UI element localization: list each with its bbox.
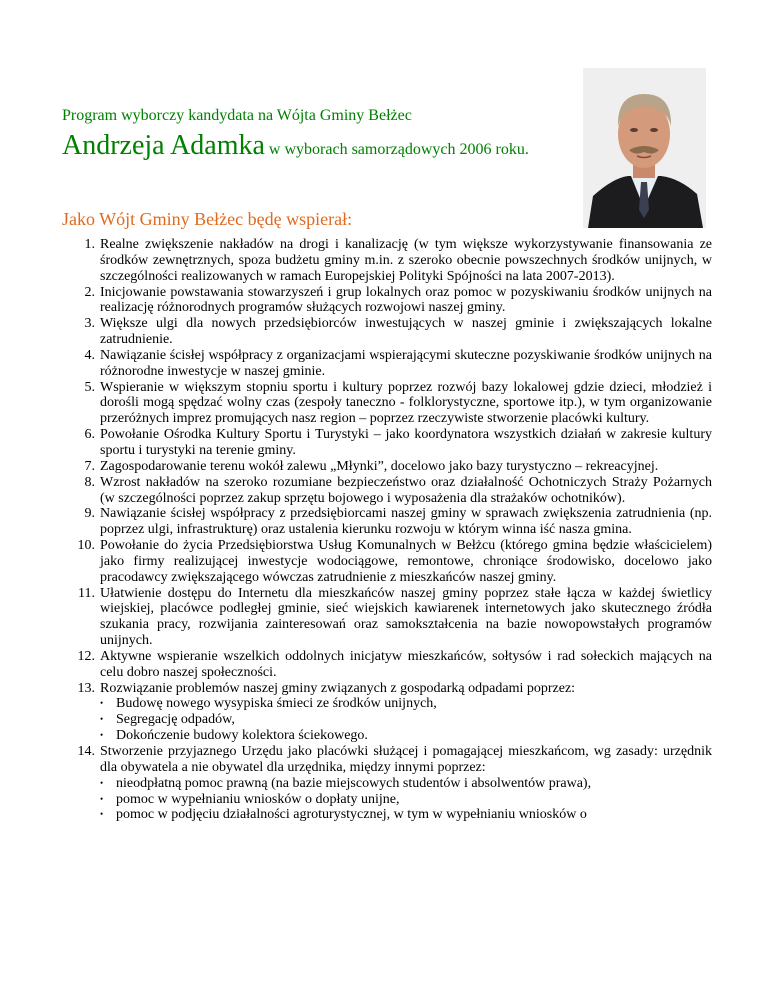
bullet-list: [100, 696, 712, 744]
bullet-icon: •: [100, 809, 104, 820]
bullet-text: Budowę nowego wysypiska śmieci ze środków unijnych,: [116, 696, 437, 712]
program-subtitle: Program wyborczy kandydata na Wójta Gminy Bełżec: [62, 107, 412, 124]
item-text: Wzrost nakładów na szeroko rozumiane bezpieczeństwo oraz działalność Ochotniczych Straży Pożarnych (w szczególności poprzez zakup sprzętu bojowego i wyposażenia dla strażaków ochotników).: [100, 474, 712, 506]
item-text: Powołanie do życia Przedsiębiorstwa Usług Komunalnych w Bełżcu (którego gmina będzie właścicielem) jako firmy realizującej inwestycje wodociągowe, remontowe, chroniące środowisko, docelowo jako pracodawcy zwiększającego wówczas zatrudnienie z mieszkańców naszej gminy.: [100, 538, 712, 585]
item-body: [100, 586, 712, 649]
header: [62, 106, 582, 164]
candidate-photo: [583, 68, 706, 228]
bullet-text: nieodpłatną pomoc prawną (na bazie miejscowych studentów i absolwentów prawa),: [116, 775, 592, 791]
bullet-icon: •: [100, 698, 104, 709]
item-number: 8.: [84, 474, 95, 490]
item-text: Większe ulgi dla nowych przedsiębiorców inwestujących w naszej gminie i zwiększających lokalne zatrudnienie.: [100, 316, 712, 348]
program-item: [62, 744, 712, 823]
program-item: [62, 538, 712, 586]
program-item: [62, 285, 712, 317]
item-body: [100, 459, 712, 475]
bullet-text: Segregację odpadów,: [116, 712, 235, 728]
item-number: 14.: [77, 744, 95, 759]
item-body: [100, 427, 712, 459]
item-text: Nawiązanie ścisłej współpracy z przedsiębiorcami naszej gminy w sprawach zwiększenia zatrudnienia (np. poprzez ulgi, infrastrukturę) oraz ustalenia kierunku rozwoju w którym winna iść nasza gmina.: [100, 506, 712, 538]
program-item: [62, 427, 712, 459]
item-text: Inicjowanie powstawania stowarzyszeń i grup lokalnych oraz pomoc w pozyskiwaniu środków unijnych na realizację różnorodnych programów służących rozwojowi naszej gminy.: [100, 284, 712, 316]
program-item: [62, 681, 712, 744]
item-body: [100, 538, 712, 586]
program-item: [62, 475, 712, 507]
program-item: [62, 459, 712, 475]
item-number: 9.: [84, 506, 95, 522]
portrait-image: [583, 68, 706, 228]
bullet-item: [100, 712, 712, 728]
item-number: 5.: [84, 379, 95, 395]
bullet-item: [100, 696, 712, 712]
section-heading: Jako Wójt Gminy Bełżec będę wspierał:: [62, 209, 353, 229]
item-number: 10.: [77, 538, 95, 554]
bullet-list: [100, 776, 712, 824]
item-text: Zagospodarowanie terenu wokół zalewu „Młynki”, docelowo jako bazy turystyczno – rekreacyjnej.: [100, 458, 659, 474]
bullet-icon: •: [100, 793, 104, 804]
item-body: [100, 475, 712, 507]
bullet-item: [100, 807, 712, 823]
item-text: Aktywne wspieranie wszelkich oddolnych inicjatyw mieszkańców, sołtysów i rad sołeckich mających na celu dobro naszej społeczności.: [100, 648, 712, 680]
item-number: 1.: [84, 237, 95, 252]
item-number: 11.: [78, 585, 95, 601]
item-number: 6.: [84, 427, 95, 443]
bullet-icon: •: [100, 714, 104, 725]
item-text: Rozwiązanie problemów naszej gminy związanych z gospodarką odpadami poprzez:: [100, 680, 576, 696]
item-text: Wspieranie w większym stopniu sportu i kultury poprzez rozwój bazy lokalowej gdzie dzieci, młodzież i dorośli mogą spędzać wolny czas (zespoły taneczno - folklorystyczne, sportowe itp.), w tym organizowanie przeróżnych imprez promujących nasz region – poprzez rzeczywiste stworzenie placówki kultury.: [100, 379, 712, 427]
bullet-text: pomoc w podjęciu działalności agroturystycznej, w tym w wypełnianiu wniosków o: [116, 807, 587, 823]
bullet-icon: •: [100, 730, 104, 741]
bullet-icon: •: [100, 777, 104, 788]
item-number: 13.: [77, 680, 95, 696]
item-text: Powołanie Ośrodka Kultury Sportu i Turystyki – jako koordynatora wszystkich działań w zakresie kultury sportu i turystyki na terenie gminy.: [100, 427, 712, 458]
program-item: [62, 316, 712, 348]
item-body: [100, 348, 712, 380]
item-number: 7.: [84, 458, 95, 474]
candidate-name: Andrzeja Adamka: [62, 130, 265, 161]
program-item: [62, 237, 712, 285]
bullet-item: [100, 776, 712, 792]
program-item: [62, 649, 712, 681]
item-body: [100, 681, 712, 744]
program-list: [62, 237, 712, 823]
item-number: 12.: [77, 648, 95, 664]
item-number: 3.: [84, 316, 95, 332]
election-title: w wyborach samorządowych 2006 roku.: [268, 141, 529, 158]
item-body: [100, 744, 712, 823]
program-item: [62, 586, 712, 649]
item-text: Realne zwiększenie nakładów na drogi i kanalizację (w tym większe wykorzystywanie finansowania ze środków zewnętrznych, spoza budżetu gminy m.in. z szeroko obecnie powszechnych środków unijnych, w szczególności realizowanych w ramach Europejskiej Polityki Spójności na lata 2007-2013).: [100, 237, 712, 284]
item-body: [100, 316, 712, 348]
item-body: [100, 237, 712, 285]
bullet-item: [100, 728, 712, 744]
program-item: [62, 348, 712, 380]
bullet-item: [100, 792, 712, 808]
item-number: 4.: [84, 347, 95, 363]
bullet-text: pomoc w wypełnianiu wniosków o dopłaty unijne,: [116, 791, 400, 807]
bullet-text: Dokończenie budowy kolektora ściekowego.: [116, 728, 368, 744]
candidate-title-line: [62, 132, 582, 164]
item-body: [100, 506, 712, 538]
item-body: [100, 285, 712, 317]
item-body: [100, 380, 712, 428]
item-text: Stworzenie przyjaznego Urzędu jako placówki służącej i pomagającej mieszkańcom, wg zasady: urzędnik dla obywatela a nie obywatel dla urzędnika, między innymi poprzez:: [100, 744, 712, 775]
program-item: [62, 380, 712, 428]
item-number: 2.: [84, 284, 95, 300]
program-item: [62, 506, 712, 538]
item-body: [100, 649, 712, 681]
item-text: Ułatwienie dostępu do Internetu dla mieszkańców naszej gminy poprzez stałe łącza w każdej świetlicy wiejskiej, placówce podległej gminie, sieć wiejskich kawiarenek internetowych jako skutecznego źródła szukania pracy, rozwijania zainteresowań oraz samokształcenia na bazie nowopowstałych programów unijnych.: [100, 585, 712, 649]
item-text: Nawiązanie ścisłej współpracy z organizacjami wspierającymi skuteczne pozyskiwanie środków unijnych na różnorodne inwestycje w naszej gminie.: [100, 347, 712, 379]
